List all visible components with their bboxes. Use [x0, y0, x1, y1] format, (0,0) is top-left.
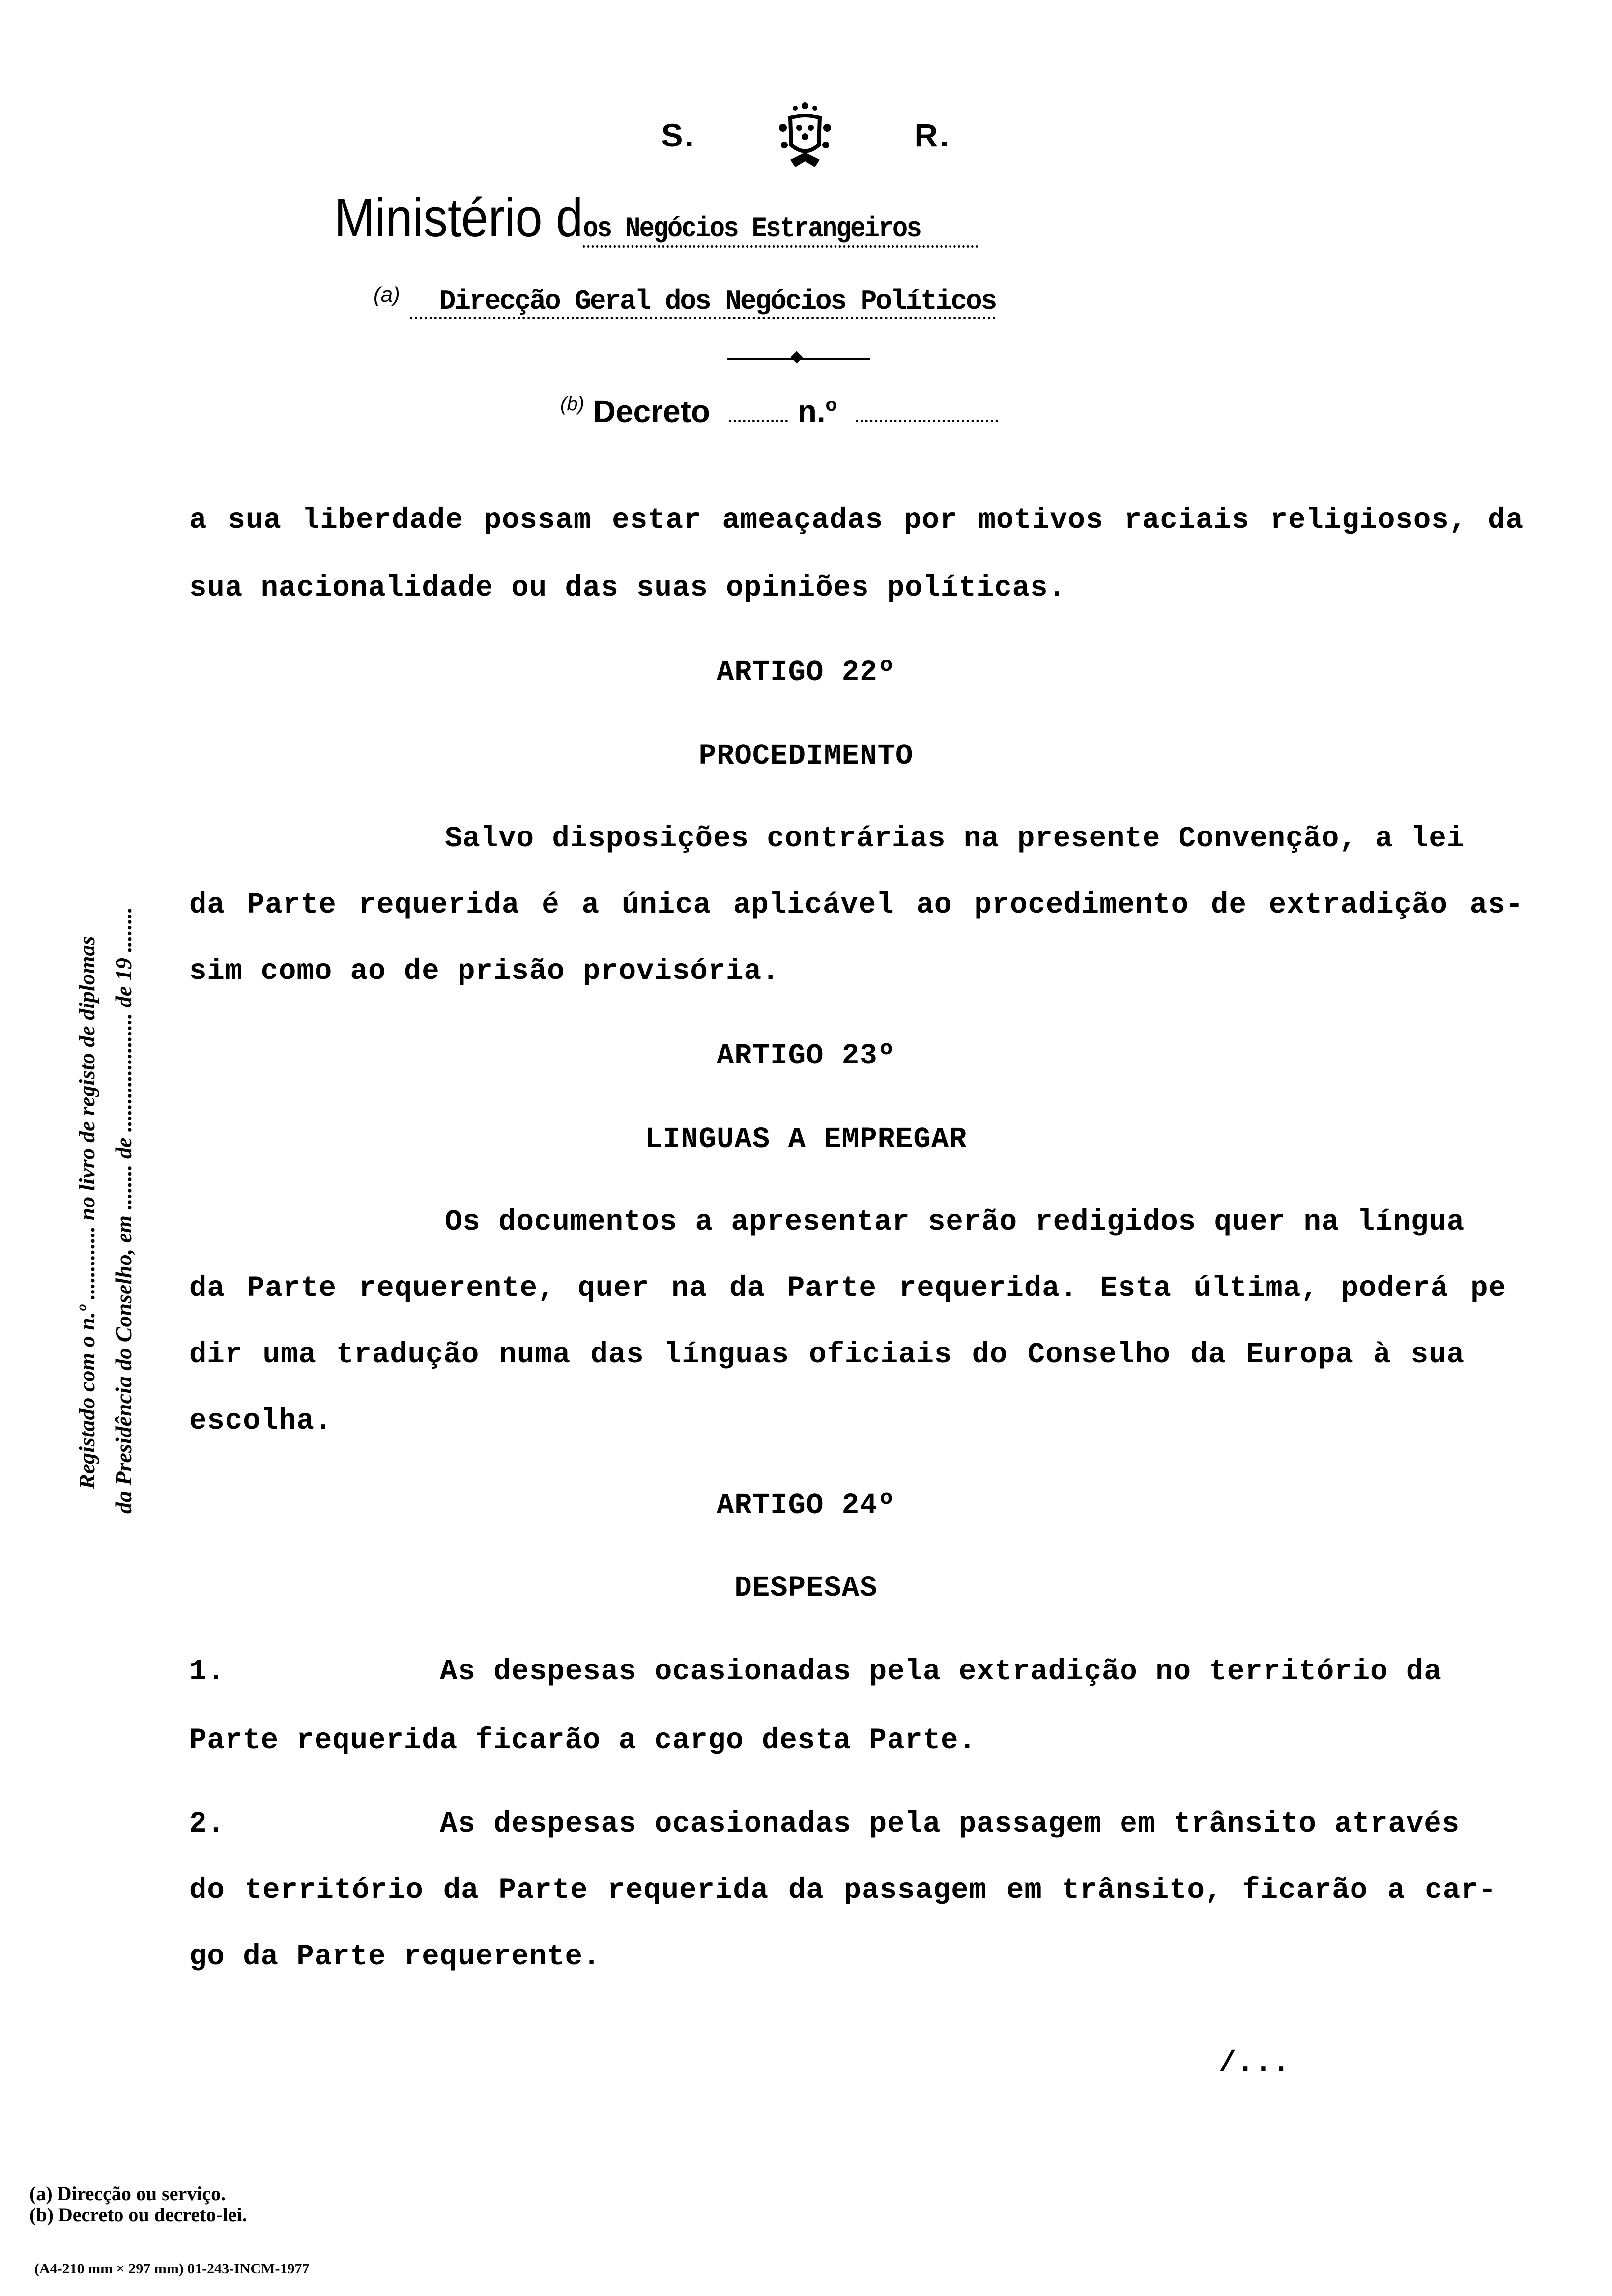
directorate-line [374, 283, 996, 317]
body-line: Os documentos a apresentar serão redigidos quer na língua [445, 1205, 1465, 1238]
decree-line [560, 393, 998, 430]
item-number: 1. [189, 1655, 225, 1688]
body-line: Salvo disposições contrárias na presente Convenção, a lei [445, 822, 1465, 855]
decree-blank [729, 420, 788, 422]
article-22-title: ARTIGO 22º [716, 656, 896, 689]
body-line: da Parte requerida é a única aplicável ao procedimento de extradição as- [189, 889, 1524, 921]
body-line: do território da Parte requerida da passagem em trânsito, ficarão a car- [189, 1874, 1497, 1907]
number-blank [856, 420, 998, 422]
margin-registration-line-2: da Presidência do Conselho, em ........ de ..................... de 19 ........ [111, 907, 136, 1514]
ornamental-divider [727, 358, 870, 360]
ministry-name: os Negócios Estrangeiros [583, 213, 978, 248]
letter-r: R. [914, 117, 951, 153]
article-23-heading: LINGUAS A EMPREGAR [645, 1123, 967, 1156]
article-23-title: ARTIGO 23º [716, 1039, 896, 1072]
body-line: a sua liberdade possam estar ameaçadas por motivos raciais religiosos, da [189, 504, 1524, 537]
body-line: Parte requerida ficarão a cargo desta Parte. [189, 1724, 977, 1757]
number-label: n.º [797, 394, 837, 429]
body-line: As despesas ocasionadas pela extradição no território da [440, 1655, 1442, 1688]
body-line: da Parte requerente, quer na da Parte requerida. Esta última, poderá pe [189, 1272, 1506, 1305]
margin-registration-line-1: Registado com o n.º ............. no livro de registo de diplomas [74, 936, 99, 1489]
footnote-mark-b: (b) [560, 393, 584, 415]
article-22-heading: PROCEDIMENTO [698, 740, 914, 773]
form-info: (A4-210 mm × 297 mm) 01-243-INCM-1977 [34, 2261, 310, 2277]
footnote-a: (a) Direcção ou serviço. [29, 2182, 226, 2205]
body-line: escolha. [189, 1405, 333, 1437]
coat-of-arms-icon [776, 98, 835, 172]
body-line: sim como ao de prisão provisória. [189, 955, 780, 988]
body-line: dir uma tradução numa das línguas oficiais do Conselho da Europa à sua [189, 1338, 1465, 1371]
directorate-name: Direcção Geral dos Negócios Políticos [410, 286, 996, 319]
item-number: 2. [189, 1808, 225, 1840]
article-24-heading: DESPESAS [734, 1572, 878, 1605]
footnote-mark-a: (a) [374, 283, 400, 307]
body-line: As despesas ocasionadas pela passagem em trânsito através [440, 1808, 1460, 1840]
decree-label: Decreto [593, 394, 710, 429]
footnote-b: (b) Decreto ou decreto-lei. [29, 2204, 247, 2226]
letter-s: S. [661, 117, 696, 153]
body-line: go da Parte requerente. [189, 1940, 601, 1973]
article-24-title: ARTIGO 24º [716, 1489, 896, 1522]
ministry-prefix: Ministério d [334, 188, 583, 248]
letterhead-sr [0, 98, 1612, 172]
body-line: sua nacionalidade ou das suas opiniões políticas. [189, 572, 1066, 604]
continuation-mark: /... [1219, 2047, 1291, 2080]
ministry-title [334, 187, 978, 249]
